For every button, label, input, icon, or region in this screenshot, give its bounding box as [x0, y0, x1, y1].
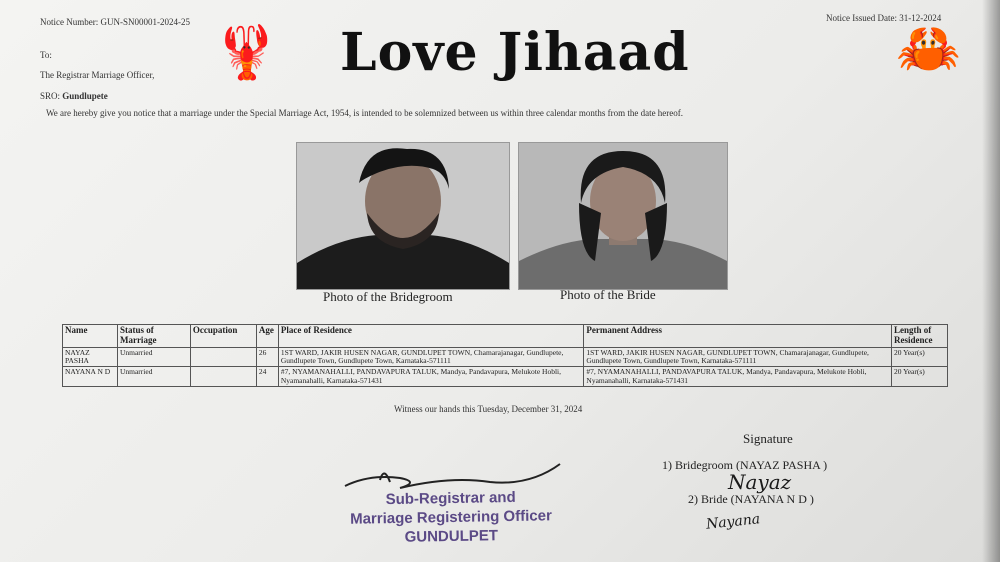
cell-occupation	[190, 347, 256, 367]
cell-permanent-address: 1ST WARD, JAKIR HUSEN NAGAR, GUNDLUPET TOWN, Chamarajanagar, Gundlupete, Gundlupete Town, Gundlupete Town, Karnataka-571111	[584, 347, 892, 367]
bride-handwritten-signature: Nayana	[705, 511, 761, 533]
bride-signature-line: 2) Bride (NAYANA N D )	[688, 492, 814, 506]
table-header-row	[63, 325, 948, 348]
cell-permanent-address: #7, NYAMANAHALLI, PANDAVAPURA TALUK, Mandya, Pandavapura, Melukote Hobli, Nyamanahalli, Karnataka-571431	[584, 367, 892, 387]
stamp-line-1: Sub-Registrar and	[385, 488, 516, 509]
signature-heading: Signature	[743, 431, 793, 446]
table-row	[63, 347, 948, 367]
registrar-stamp	[316, 488, 587, 549]
cell-occupation	[190, 367, 256, 387]
cell-name: NAYANA N D	[63, 367, 118, 387]
bridegroom-signature-line: 1) Bridegroom (NAYAZ PASHA )	[662, 458, 828, 472]
stamp-line-3: GUNDULPET	[404, 526, 499, 546]
col-header-age: Age	[256, 325, 278, 348]
table-row	[63, 367, 948, 387]
col-header-residence: Place of Residence	[278, 325, 584, 348]
officer-line: The Registrar Marriage Officer,	[40, 70, 155, 80]
bride-photo	[518, 142, 728, 290]
bride-photo-caption: Photo of the Bride	[560, 287, 656, 302]
sro-label: SRO:	[40, 91, 61, 101]
cell-residence: 1ST WARD, JAKIR HUSEN NAGAR, GUNDLUPET TOWN, Chamarajanagar, Gundlupete, Gundlupete Town, Gundlupete Town, Karnataka-571111	[278, 347, 584, 367]
col-header-permanent-address: Permanent Address	[584, 325, 892, 348]
sro-line	[40, 91, 108, 101]
col-header-name: Name	[63, 325, 118, 348]
cell-length: 20 Year(s)	[891, 347, 947, 367]
page-shadow	[982, 0, 1000, 562]
notice-number: Notice Number: GUN-SN00001-2024-25	[40, 17, 190, 27]
groom-photo	[296, 142, 510, 290]
sro-value: Gundlupete	[62, 91, 108, 101]
crab-icon: 🦀	[896, 21, 961, 78]
groom-photo-caption: Photo of the Bridegroom	[323, 289, 453, 304]
notice-text: We are hereby give you notice that a marriage under the Special Marriage Act, 1954, is intended to be solemnized between us within three calendar months from the date hereof.	[46, 108, 684, 118]
cell-length: 20 Year(s)	[891, 367, 947, 387]
applicants-table	[62, 324, 948, 387]
cell-residence: #7, NYAMANAHALLI, PANDAVAPURA TALUK, Mandya, Pandavapura, Melukote Hobli, Nyamanahalli, Karnataka-571431	[278, 367, 584, 387]
notice-issued-date: Notice Issued Date: 31-12-2024	[826, 13, 942, 23]
overlay-title: Love Jihaad	[340, 22, 690, 83]
cell-name: NAYAZ PASHA	[63, 347, 118, 367]
col-header-status: Status of Marriage	[117, 325, 190, 348]
cell-status: Unmarried	[117, 347, 190, 367]
col-header-occupation: Occupation	[190, 325, 256, 348]
col-header-length: Length of Residence	[891, 325, 947, 348]
lobster-icon: 🦞	[214, 25, 279, 82]
stamp-line-2: Marriage Registering Officer	[349, 506, 552, 528]
cell-status: Unmarried	[117, 367, 190, 387]
bridegroom-handwritten-signature: Nayaz	[728, 470, 792, 494]
to-label: To:	[40, 50, 52, 60]
witness-line: Witness our hands this Tuesday, December 31, 2024	[394, 404, 583, 414]
cell-age: 26	[256, 347, 278, 367]
cell-age: 24	[256, 367, 278, 387]
